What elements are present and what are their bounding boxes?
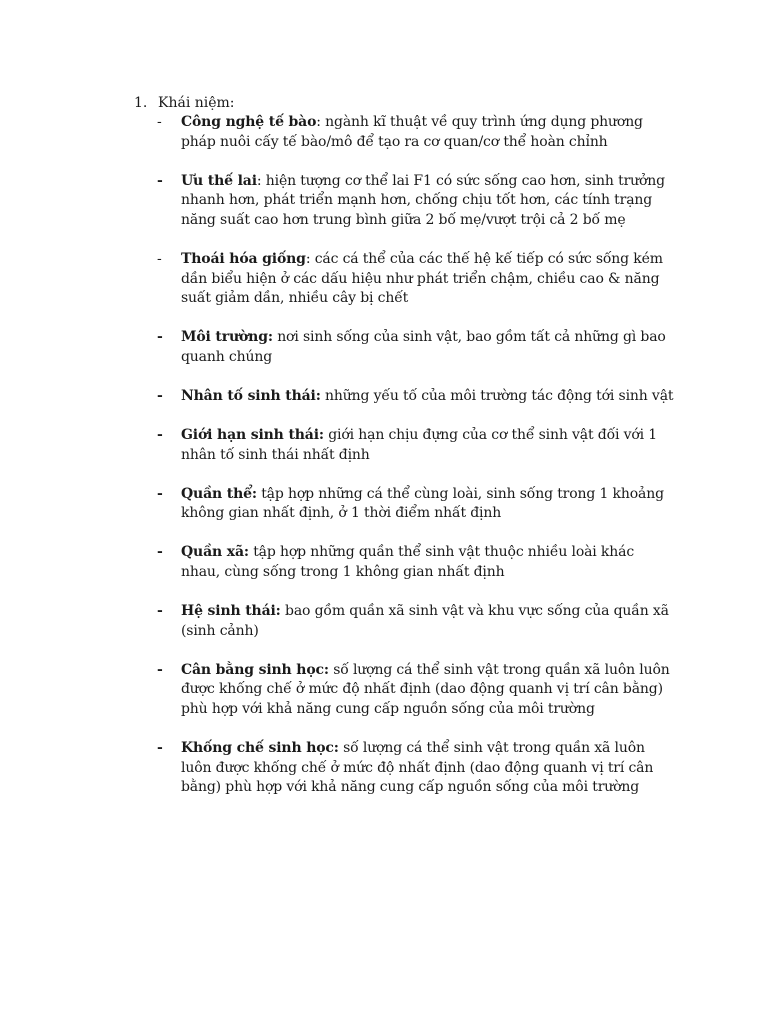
definition-item [156,250,676,309]
definition-text: số lượng cá thể sinh vật trong quần xã luôn luôn được khống chế ở mức độ nhất định (dao động quanh vị trí cân bằng) phù hợp với khả năng cung cấp nguồn sống của môi trường [181,661,670,717]
term-separator: : [316,114,326,130]
definition-text: tập hợp những cá thể cùng loài, sinh sống trong 1 khoảng không gian nhất định, ở 1 thời điểm nhất định [181,485,664,522]
list-marker: - [157,661,163,678]
definition-item [156,426,676,465]
definition-list [156,113,676,817]
term-separator: : [256,172,266,189]
definition-term: Hệ sinh thái: [181,603,281,620]
definition-term: Ưu thế lai [181,172,257,189]
definition-term: Quần thể: [181,485,257,502]
list-marker: - [157,250,162,267]
section-number: 1. [134,95,148,111]
definition-term: Khống chế sinh học: [181,740,339,757]
definition-item [156,485,676,524]
definition-term: Công nghệ tế bào [181,114,317,130]
section-title: Khái niệm: [158,95,235,111]
definition-item [156,387,676,407]
list-marker: - [157,387,163,404]
definition-text: các cá thể của các thế hệ kế tiếp có sức sống kém dần biểu hiện ở các dấu hiệu như phát triển chậm, chiều cao & năng suất giảm dần, nhiều cây bị chết [181,250,663,307]
definition-text: giới hạn chịu đựng của cơ thể sinh vật đối với 1 nhân tố sinh thái nhất định [181,427,658,463]
term-separator: : [305,250,315,267]
list-marker: - [157,329,163,346]
definition-text: ngành kĩ thuật về quy trình ứng dụng phương pháp nuôi cấy tế bào/mô để tạo ra cơ quan/cơ thể hoàn chỉnh [181,114,643,150]
definition-term: Nhân tố sinh thái: [181,387,321,404]
list-marker: - [157,485,163,502]
definition-item [156,739,676,798]
section-heading [134,93,235,113]
definition-text: số lượng cá thể sinh vật trong quần xã luôn luôn được khống chế ở mức độ nhất định (dao động quanh vị trí cân bằng) phù hợp với khả năng cung cấp nguồn sống của môi trường [181,740,654,796]
list-marker: - [157,740,163,757]
definition-text: hiện tượng cơ thể lai F1 có sức sống cao hơn, sinh trưởng nhanh hơn, phát triển mạnh hơn, chống chịu tốt hơn, các tính trạng năng suất cao hơn trung bình giữa 2 bố mẹ/vượt trội cả 2 bố mẹ [181,172,665,228]
list-marker: - [157,114,162,130]
definition-text: bao gồm quần xã sinh vật và khu vực sống của quần xã (sinh cảnh) [181,603,669,639]
definition-text: tập hợp những quần thể sinh vật thuộc nhiều loài khác nhau, cùng sống trong 1 không gian nhất định [181,544,635,580]
definition-term: Môi trường: [181,329,273,346]
definition-item [156,113,676,152]
list-marker: - [157,603,163,620]
definition-item [156,172,676,231]
definition-term: Quần xã: [181,544,249,561]
definition-item [156,602,676,641]
list-marker: - [157,172,163,189]
list-marker: - [157,544,163,561]
definition-text: những yếu tố của môi trường tác động tới sinh vật [325,387,674,404]
definition-item [156,661,676,720]
definition-term: Thoái hóa giống [181,250,306,267]
definition-text: nơi sinh sống của sinh vật, bao gồm tất cả những gì bao quanh chúng [181,329,666,365]
definition-term: Cân bằng sinh học: [181,661,329,678]
definition-term: Giới hạn sinh thái: [181,427,324,444]
list-marker: - [157,427,163,444]
definition-item [156,328,676,367]
definition-item [156,543,676,582]
